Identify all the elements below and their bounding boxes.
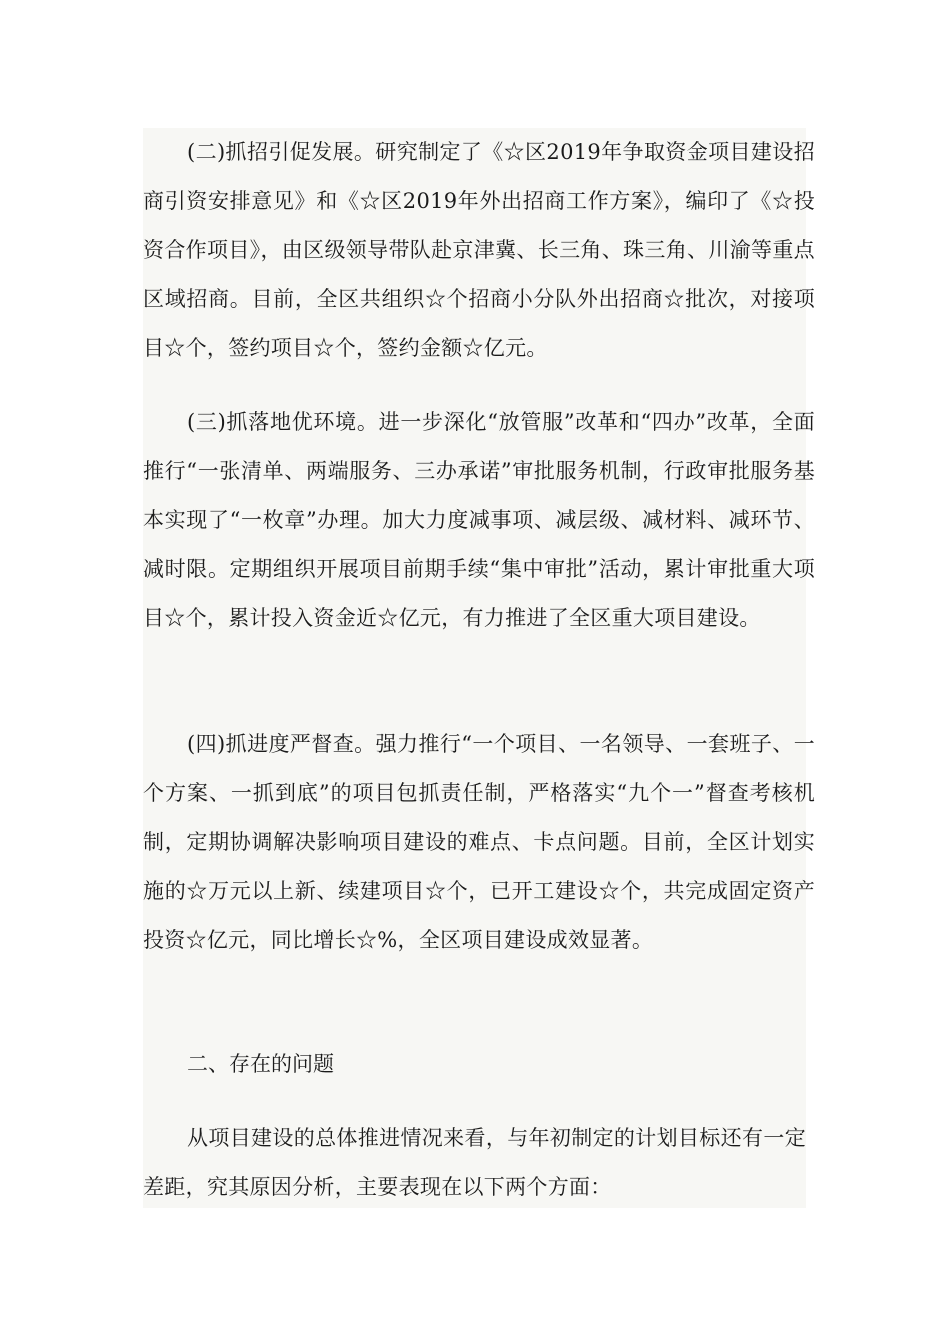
paragraph-analysis: 从项目建设的总体推进情况来看，与年初制定的计划目标还有一定差距，究其原因分析，主要表现在以下两个方面：: [143, 1126, 806, 1199]
paragraph-supervision: (四)抓进度严督查。强力推行“一个项目、一名领导、一套班子、一个方案、一抓到底”的项目包抓责任制，严格落实“九个一”督查考核机制，定期协调解决影响项目建设的难点、卡点问题。目前，全区计划实施的☆万元以上新、续建项目☆个，已开工建设☆个，共完成固定资产投资☆亿元，同比增长☆%，全区项目建设成效显著。: [143, 732, 815, 952]
paragraph-attract-investment: (二)抓招引促发展。研究制定了《☆区2019年争取资金项目建设招商引资安排意见》和《☆区2019年外出招商工作方案》，编印了《☆投资合作项目》，由区级领导带队赴京津冀、长三角、珠三角、川渝等重点区域招商。目前，全区共组织☆个招商小分队外出招商☆批次，对接项目☆个，签约项目☆个，签约金额☆亿元。: [143, 140, 815, 360]
paragraph-optimize-environment: (三)抓落地优环境。进一步深化“放管服”改革和“四办”改革，全面推行“一张清单、两端服务、三办承诺”审批服务机制，行政审批服务基本实现了“一枚章”办理。加大力度减事项、减层级、减材料、减环节、减时限。定期组织开展项目前期手续“集中审批”活动，累计审批重大项目☆个，累计投入资金近☆亿元，有力推进了全区重大项目建设。: [143, 410, 815, 630]
section-heading-problems: 二、存在的问题: [187, 1052, 334, 1076]
